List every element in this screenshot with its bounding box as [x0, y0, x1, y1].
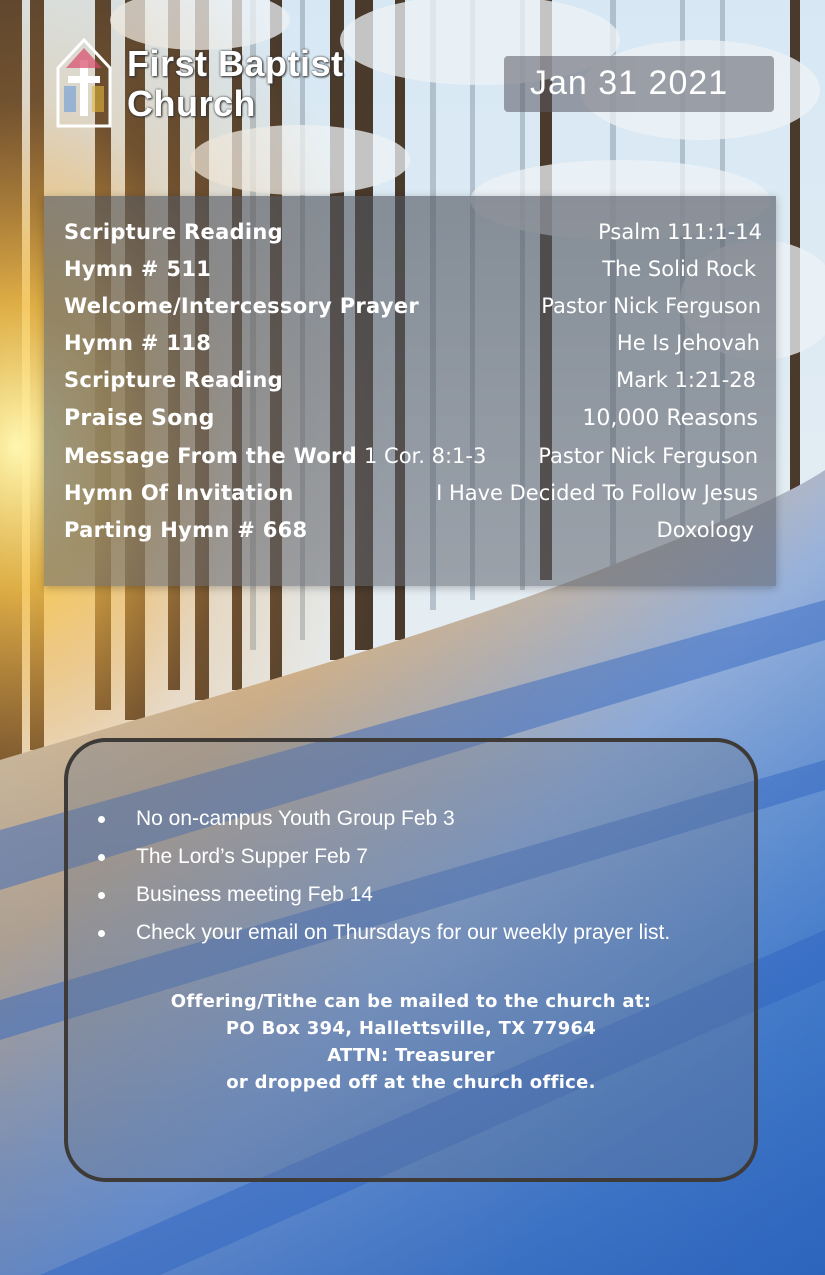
bullet-icon — [98, 892, 105, 899]
service-row — [64, 406, 760, 436]
service-item: Hymn Of Invitation — [64, 481, 294, 505]
announcements-box — [64, 738, 758, 1182]
announcement-text: Check your email on Thursdays for our weekly prayer list. — [136, 921, 671, 944]
service-detail: Mark 1:21-28 — [616, 368, 756, 392]
service-row — [64, 257, 760, 287]
service-item: Scripture Reading — [64, 368, 283, 392]
service-detail: 10,000 Reasons — [582, 406, 758, 431]
service-row — [64, 518, 760, 548]
service-detail: He Is Jehovah — [616, 331, 760, 355]
church-name-line2: Church — [127, 83, 256, 124]
announcement-list — [98, 804, 670, 956]
service-detail: Pastor Nick Ferguson — [538, 444, 758, 468]
offering-info — [68, 988, 754, 1096]
offering-address: PO Box 394, Hallettsville, TX 77964 — [225, 1018, 597, 1039]
service-row — [64, 294, 760, 324]
announcement-text: The Lord’s Supper Feb 7 — [136, 845, 368, 868]
service-row — [64, 444, 760, 474]
offering-line: Offering/Tithe can be mailed to the church at: — [170, 991, 652, 1012]
announcement-text: No on-campus Youth Group Feb 3 — [136, 807, 455, 830]
announcement-item — [98, 842, 670, 880]
service-item: Hymn # 118 — [64, 331, 212, 355]
bullet-icon — [98, 930, 105, 937]
date-badge — [504, 56, 774, 112]
announcement-item — [98, 804, 670, 842]
offering-line: or dropped off at the church office. — [226, 1072, 596, 1093]
church-logo — [54, 38, 114, 128]
service-item: Scripture Reading — [64, 220, 283, 244]
service-detail: Pastor Nick Ferguson — [541, 294, 761, 318]
bullet-icon — [98, 854, 105, 861]
service-detail: Psalm 111:1-14 — [598, 220, 762, 244]
service-item: Hymn # 511 — [64, 257, 212, 281]
service-row — [64, 331, 760, 361]
order-of-service-panel — [44, 196, 776, 586]
announcement-item — [98, 880, 670, 918]
bullet-icon — [98, 816, 105, 823]
service-detail: The Solid Rock — [602, 257, 756, 281]
service-detail: I Have Decided To Follow Jesus — [436, 481, 758, 505]
church-name-line1: First Baptist — [127, 43, 344, 84]
service-item: Message From the Word — [64, 444, 357, 468]
service-row — [64, 220, 760, 250]
service-date: Jan 31 2021 — [530, 64, 729, 102]
service-item: Parting Hymn # 668 — [64, 518, 308, 542]
service-row — [64, 481, 760, 511]
service-item: Welcome/Intercessory Prayer — [64, 294, 420, 318]
announcement-item — [98, 918, 670, 956]
service-row — [64, 368, 760, 398]
service-item: Praise Song — [64, 406, 215, 431]
announcement-text: Business meeting Feb 14 — [136, 883, 373, 906]
service-detail: Doxology — [656, 518, 754, 542]
offering-attn: ATTN: Treasurer — [327, 1045, 495, 1066]
church-name — [127, 44, 344, 124]
service-reference: 1 Cor. 8:1-3 — [364, 444, 487, 468]
